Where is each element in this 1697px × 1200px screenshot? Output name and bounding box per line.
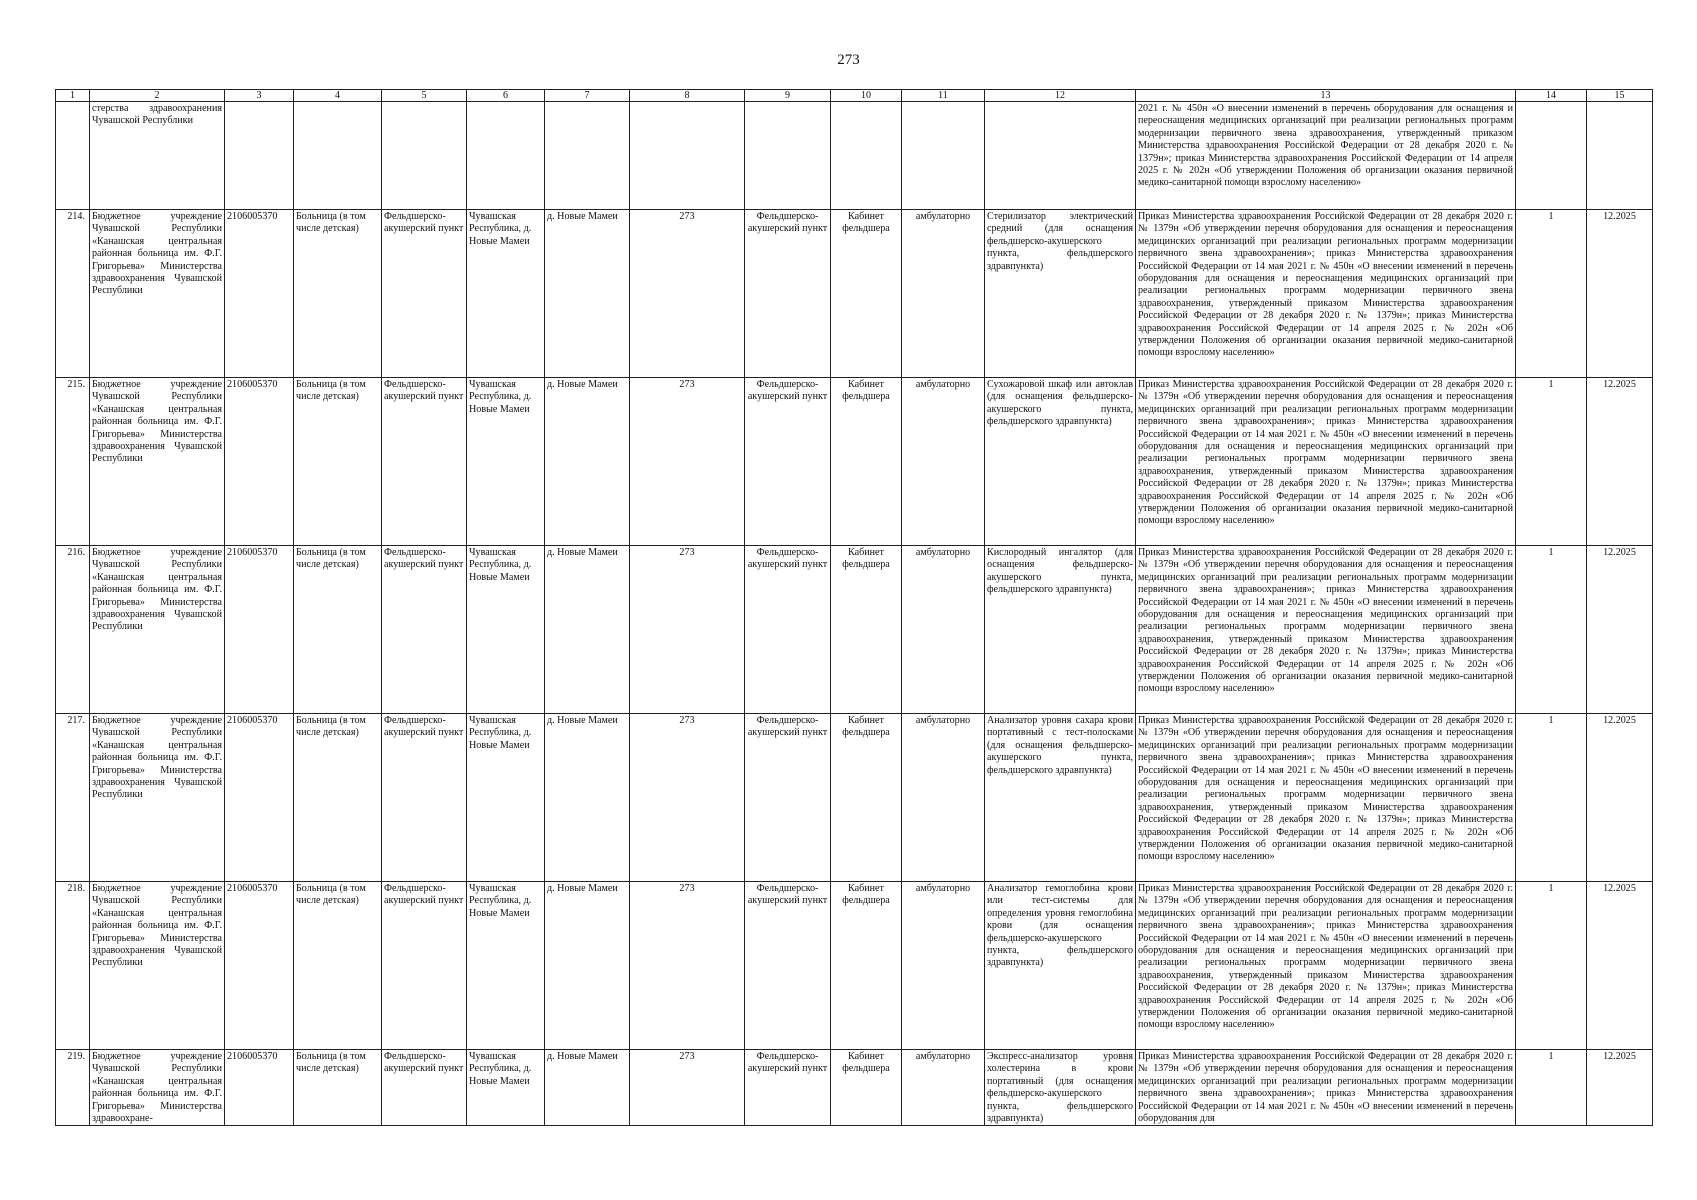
cell-code: 273 <box>630 714 745 882</box>
cell-org: Бюджетное учреждение Чувашской Республики «Канашская центральная районная больница им. Ф.Г. Григорьева» Министерства здравоохранения Чувашской Республики <box>90 378 225 546</box>
cell-num: 214. <box>56 210 90 378</box>
cell-unit: Фельдшерско-акушерский пункт <box>382 714 467 882</box>
equipment-table <box>55 89 1653 1126</box>
cell-region: Чувашская Республика, д. Новые Мамеи <box>467 378 545 546</box>
cell-care: амбулаторно <box>902 378 985 546</box>
cell-basis: Приказ Министерства здравоохранения Российской Федерации от 28 декабря 2020 г. № 1379н «Об утверждении перечня оборудования для оснащения и переоснащения медицинских организаций при реализации региональных программ модернизации первичного звена здравоохранения»; приказ Министерства здравоохранения Российской Федерации от 14 мая 2021 г. № 450н «О внесении изменений в перечень оборудования для оснащения и переоснащения медицинских организаций при реализации региональных программ модернизации первичного звена здравоохранения, утвержденный приказом Министерства здравоохранения Российской Федерации от 28 декабря 2020 г. № 1379н»; приказ Министерства здравоохранения Российской Федерации от 14 апреля 2025 г. № 202н «Об утверждении Положения об организации оказания первичной медико-санитарной помощи взрослому населению» <box>1136 882 1516 1050</box>
cell-qty: 1 <box>1516 546 1587 714</box>
cell-equipment: Сухожаровой шкаф или автоклав (для оснащения фельдшерско-акушерского пункта, фельдшерского здравпункта) <box>985 378 1136 546</box>
cell-code: 273 <box>630 210 745 378</box>
cell-empty <box>294 102 382 210</box>
cell-locality: д. Новые Мамеи <box>545 210 630 378</box>
cell-unit: Фельдшерско-акушерский пункт <box>382 882 467 1050</box>
col-header: 14 <box>1516 90 1587 102</box>
cell-region: Чувашская Республика, д. Новые Мамеи <box>467 546 545 714</box>
cell-basis: Приказ Министерства здравоохранения Российской Федерации от 28 декабря 2020 г. № 1379н «Об утверждении перечня оборудования для оснащения и переоснащения медицинских организаций при реализации региональных программ модернизации первичного звена здравоохранения»; приказ Министерства здравоохранения Российской Федерации от 14 мая 2021 г. № 450н «О внесении изменений в перечень оборудования для оснащения и переоснащения медицинских организаций при реализации региональных программ модернизации первичного звена здравоохранения, утвержденный приказом Министерства здравоохранения Российской Федерации от 28 декабря 2020 г. № 1379н»; приказ Министерства здравоохранения Российской Федерации от 14 апреля 2025 г. № 202н «Об утверждении Положения об организации оказания первичной медико-санитарной помощи взрослому населению» <box>1136 546 1516 714</box>
cell-type: Больница (в том числе детская) <box>294 1050 382 1126</box>
cell-locality: д. Новые Мамеи <box>545 378 630 546</box>
cell-inn: 2106005370 <box>225 714 294 882</box>
cell-date: 12.2025 <box>1587 882 1653 1050</box>
cell-inn: 2106005370 <box>225 210 294 378</box>
cell-unit: Фельдшерско-акушерский пункт <box>382 546 467 714</box>
column-number-row <box>56 90 1653 102</box>
cell-unit: Фельдшерско-акушерский пункт <box>382 1050 467 1126</box>
cell-equipment: Анализатор уровня сахара крови портативный с тест-полосками (для оснащения фельдшерско-акушерского пункта, фельдшерского здравпункта) <box>985 714 1136 882</box>
cell-room: Кабинет фельдшера <box>831 546 902 714</box>
cell-region: Чувашская Республика, д. Новые Мамеи <box>467 210 545 378</box>
cell-qty: 1 <box>1516 882 1587 1050</box>
cell-type: Больница (в том числе детская) <box>294 882 382 1050</box>
cell-basis: Приказ Министерства здравоохранения Российской Федерации от 28 декабря 2020 г. № 1379н «Об утверждении перечня оборудования для оснащения и переоснащения медицинских организаций при реализации региональных программ модернизации первичного звена здравоохранения»; приказ Министерства здравоохранения Российской Федерации от 14 мая 2021 г. № 450н «О внесении изменений в перечень оборудования для оснащения и переоснащения медицинских организаций при реализации региональных программ модернизации первичного звена здравоохранения, утвержденный приказом Министерства здравоохранения Российской Федерации от 28 декабря 2020 г. № 1379н»; приказ Министерства здравоохранения Российской Федерации от 14 апреля 2025 г. № 202н «Об утверждении Положения об организации оказания первичной медико-санитарной помощи взрослому населению» <box>1136 378 1516 546</box>
col-header: 13 <box>1136 90 1516 102</box>
cell-region: Чувашская Республика, д. Новые Мамеи <box>467 714 545 882</box>
cell-empty <box>467 102 545 210</box>
cell-equipment: Экспресс-анализатор уровня холестерина в крови портативный (для оснащения фельдшерско-акушерского пункта, фельдшерского здравпункта) <box>985 1050 1136 1126</box>
col-header: 7 <box>545 90 630 102</box>
table-row <box>56 882 1653 1050</box>
cell-room: Кабинет фельдшера <box>831 882 902 1050</box>
cell-empty <box>985 102 1136 210</box>
cell-num: 219. <box>56 1050 90 1126</box>
cell-org: Бюджетное учреждение Чувашской Республики «Канашская центральная районная больница им. Ф.Г. Григорьева» Министерства здравоохранения Чувашской Республики <box>90 882 225 1050</box>
cell-type: Больница (в том числе детская) <box>294 378 382 546</box>
cell-care: амбулаторно <box>902 210 985 378</box>
cell-type: Больница (в том числе детская) <box>294 210 382 378</box>
cell-equipment: Стерилизатор электрический средний (для оснащения фельдшерско-акушерского пункта, фельдшерского здравпункта) <box>985 210 1136 378</box>
col-header: 2 <box>90 90 225 102</box>
cell-room: Кабинет фельдшера <box>831 210 902 378</box>
cell-empty <box>545 102 630 210</box>
col-header: 1 <box>56 90 90 102</box>
cell-qty: 1 <box>1516 1050 1587 1126</box>
cell-code: 273 <box>630 882 745 1050</box>
cell-unit: Фельдшерско-акушерский пункт <box>382 378 467 546</box>
cell-org: Бюджетное учреждение Чувашской Республики «Канашская центральная районная больница им. Ф.Г. Григорьева» Министерства здравоохране- <box>90 1050 225 1126</box>
cell-region: Чувашская Республика, д. Новые Мамеи <box>467 1050 545 1126</box>
cell-type: Больница (в том числе детская) <box>294 714 382 882</box>
col-header: 11 <box>902 90 985 102</box>
cell-basis: Приказ Министерства здравоохранения Российской Федерации от 28 декабря 2020 г. № 1379н «Об утверждении перечня оборудования для оснащения и переоснащения медицинских организаций при реализации региональных программ модернизации первичного звена здравоохранения»; приказ Министерства здравоохранения Российской Федерации от 14 мая 2021 г. № 450н «О внесении изменений в перечень оборудования для оснащения и переоснащения медицинских организаций при реализации региональных программ модернизации первичного звена здравоохранения, утвержденный приказом Министерства здравоохранения Российской Федерации от 28 декабря 2020 г. № 1379н»; приказ Министерства здравоохранения Российской Федерации от 14 апреля 2025 г. № 202н «Об утверждении Положения об организации оказания первичной медико-санитарной помощи взрослому населению» <box>1136 714 1516 882</box>
col-header: 6 <box>467 90 545 102</box>
cell-num: 218. <box>56 882 90 1050</box>
cell-subunit: Фельдшерско-акушерский пункт <box>745 210 831 378</box>
cell-subunit: Фельдшерско-акушерский пункт <box>745 714 831 882</box>
cell-inn: 2106005370 <box>225 1050 294 1126</box>
cell-locality: д. Новые Мамеи <box>545 882 630 1050</box>
cell-empty <box>382 102 467 210</box>
cell-locality: д. Новые Мамеи <box>545 546 630 714</box>
cell-date: 12.2025 <box>1587 210 1653 378</box>
cell-subunit: Фельдшерско-акушерский пункт <box>745 882 831 1050</box>
cell-subunit: Фельдшерско-акушерский пункт <box>745 546 831 714</box>
cell-empty <box>745 102 831 210</box>
cell-num <box>56 102 90 210</box>
cell-room: Кабинет фельдшера <box>831 714 902 882</box>
cell-org: Бюджетное учреждение Чувашской Республики «Канашская центральная районная больница им. Ф.Г. Григорьева» Министерства здравоохранения Чувашской Республики <box>90 210 225 378</box>
continuation-row <box>56 102 1653 210</box>
cell-org: Бюджетное учреждение Чувашской Республики «Канашская центральная районная больница им. Ф.Г. Григорьева» Министерства здравоохранения Чувашской Республики <box>90 546 225 714</box>
cell-basis: Приказ Министерства здравоохранения Российской Федерации от 28 декабря 2020 г. № 1379н «Об утверждении перечня оборудования для оснащения и переоснащения медицинских организаций при реализации региональных программ модернизации первичного звена здравоохранения»; приказ Министерства здравоохранения Российской Федерации от 14 мая 2021 г. № 450н «О внесении изменений в перечень оборудования для оснащения и переоснащения медицинских организаций при реализации региональных программ модернизации первичного звена здравоохранения, утвержденный приказом Министерства здравоохранения Российской Федерации от 28 декабря 2020 г. № 1379н»; приказ Министерства здравоохранения Российской Федерации от 14 апреля 2025 г. № 202н «Об утверждении Положения об организации оказания первичной медико-санитарной помощи взрослому населению» <box>1136 210 1516 378</box>
cell-code: 273 <box>630 378 745 546</box>
cell-subunit: Фельдшерско-акушерский пункт <box>745 1050 831 1126</box>
cell-date: 12.2025 <box>1587 378 1653 546</box>
cell-qty: 1 <box>1516 378 1587 546</box>
cell-num: 215. <box>56 378 90 546</box>
col-header: 5 <box>382 90 467 102</box>
cell-org: Бюджетное учреждение Чувашской Республики «Канашская центральная районная больница им. Ф.Г. Григорьева» Министерства здравоохранения Чувашской Республики <box>90 714 225 882</box>
cell-region: Чувашская Республика, д. Новые Мамеи <box>467 882 545 1050</box>
cell-qty: 1 <box>1516 714 1587 882</box>
cell-equipment: Анализатор гемоглобина крови или тест-системы для определения уровня гемоглобина крови (для оснащения фельдшерско-акушерского пункта, фельдшерского здравпункта) <box>985 882 1136 1050</box>
cell-locality: д. Новые Мамеи <box>545 1050 630 1126</box>
cell-unit: Фельдшерско-акушерский пункт <box>382 210 467 378</box>
col-header: 10 <box>831 90 902 102</box>
cell-inn: 2106005370 <box>225 546 294 714</box>
cell-org: стерства здравоохранения Чувашской Республики <box>90 102 225 210</box>
cell-care: амбулаторно <box>902 546 985 714</box>
cell-empty <box>1587 102 1653 210</box>
cell-code: 273 <box>630 1050 745 1126</box>
cell-empty <box>1516 102 1587 210</box>
col-header: 9 <box>745 90 831 102</box>
col-header: 3 <box>225 90 294 102</box>
cell-empty <box>630 102 745 210</box>
cell-date: 12.2025 <box>1587 714 1653 882</box>
cell-num: 216. <box>56 546 90 714</box>
cell-care: амбулаторно <box>902 1050 985 1126</box>
cell-basis: Приказ Министерства здравоохранения Российской Федерации от 28 декабря 2020 г. № 1379н «Об утверждении перечня оборудования для оснащения и переоснащения медицинских организаций при реализации региональных программ модернизации первичного звена здравоохранения»; приказ Министерства здравоохранения Российской Федерации от 14 мая 2021 г. № 450н «О внесении изменений в перечень оборудования для <box>1136 1050 1516 1126</box>
cell-date: 12.2025 <box>1587 1050 1653 1126</box>
cell-code: 273 <box>630 546 745 714</box>
cell-empty <box>831 102 902 210</box>
col-header: 8 <box>630 90 745 102</box>
cell-inn: 2106005370 <box>225 378 294 546</box>
col-header: 12 <box>985 90 1136 102</box>
cell-inn: 2106005370 <box>225 882 294 1050</box>
cell-basis: 2021 г. № 450н «О внесении изменений в перечень оборудования для оснащения и переоснащения медицинских организаций при реализации региональных программ модернизации первичного звена здравоохранения, утвержденный приказом Министерства здравоохранения Российской Федерации от 28 декабря 2020 г. № 1379н»; приказ Министерства здравоохранения Российской Федерации от 14 апреля 2025 г. № 202н «Об утверждении Положения об организации оказания первичной медико-санитарной помощи взрослому населению» <box>1136 102 1516 210</box>
col-header: 4 <box>294 90 382 102</box>
cell-care: амбулаторно <box>902 714 985 882</box>
table-row <box>56 546 1653 714</box>
cell-empty <box>225 102 294 210</box>
cell-date: 12.2025 <box>1587 546 1653 714</box>
cell-room: Кабинет фельдшера <box>831 378 902 546</box>
table-row <box>56 210 1653 378</box>
cell-num: 217. <box>56 714 90 882</box>
cell-subunit: Фельдшерско-акушерский пункт <box>745 378 831 546</box>
cell-locality: д. Новые Мамеи <box>545 714 630 882</box>
cell-qty: 1 <box>1516 210 1587 378</box>
table-row <box>56 714 1653 882</box>
cell-room: Кабинет фельдшера <box>831 1050 902 1126</box>
cell-empty <box>902 102 985 210</box>
col-header: 15 <box>1587 90 1653 102</box>
page-number: 273 <box>837 52 860 68</box>
cell-equipment: Кислородный ингалятор (для оснащения фельдшерско-акушерского пункта, фельдшерского здравпункта) <box>985 546 1136 714</box>
cell-type: Больница (в том числе детская) <box>294 546 382 714</box>
table-row <box>56 378 1653 546</box>
cell-care: амбулаторно <box>902 882 985 1050</box>
table-row <box>56 1050 1653 1126</box>
